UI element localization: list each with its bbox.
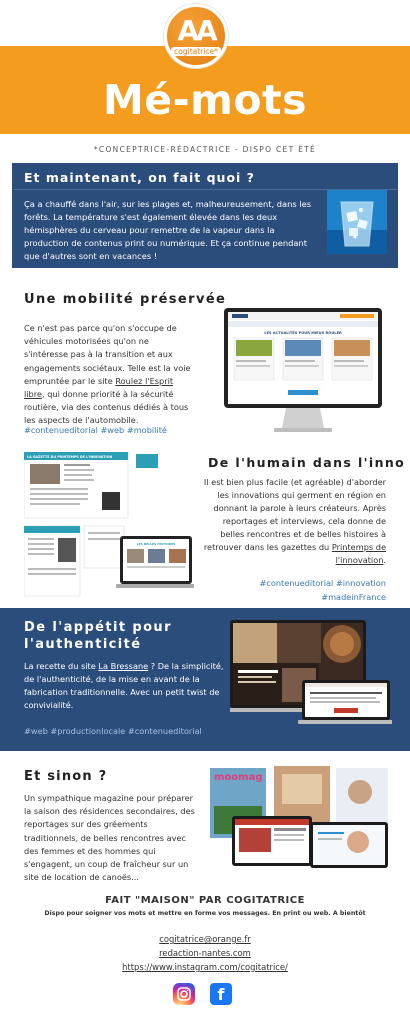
logo-tag: cogitatrice* (171, 47, 221, 56)
mobility-text-start: Ce n'est pas parce qu'on s'occupe de véhicules motorisées qu'on ne s'intéresse pas à la transition et aux engagements sociétaux. Telle est la voie empruntée par le site (24, 323, 191, 386)
authenticity-title-line1: De l'appétit pour (24, 620, 172, 635)
instagram-icon[interactable] (173, 983, 195, 1005)
roulez-esprit-libre-link[interactable]: Roulez l'Esprit libre (24, 375, 174, 400)
email-link[interactable]: cogitatrice@orange.fr (159, 934, 251, 944)
authenticity-text-start: La recette du site (24, 661, 99, 671)
printemps-innovation-link[interactable]: Printemps de l'innovation (331, 542, 386, 565)
innovation-text-end: . (383, 555, 386, 565)
mobility-tags: #contenueditorial #web #mobilité (24, 425, 167, 435)
imac-screenshot-image (220, 306, 386, 436)
misc-title: Et sinon ? (24, 769, 108, 784)
innovation-title: De l'humain dans l'inno (208, 455, 406, 470)
instagram-glyph-icon (173, 983, 195, 1005)
gazette-heading: LA GAZETTE DU PRINTEMPS DE L'INNOVATION (27, 454, 113, 459)
ice-glass-image (327, 190, 387, 254)
footer-subtitle: Dispo pour soigner vos mots et mettre en forme vos messages. En print ou web. A bientôt (44, 910, 366, 917)
authenticity-tags: #web #productionlocale #contenueditorial (24, 726, 202, 736)
gazette-screenshot-image (24, 452, 194, 598)
newsletter-title: Mé-mots (102, 76, 307, 124)
gazette-screen-heading: LES BELLES HISTOIRES (136, 542, 176, 546)
innovation-text-start: Il est bien plus facile (et agréable) d'aborder les innovations qui germent en région en donnant la parole à leurs créateurs. Après reportages et interviews, cela donne de belles rencontres et de belles histoires à retrouver dans les gazettes du (203, 477, 386, 552)
innovation-tags: #contenueditorial #innovation (259, 578, 386, 588)
screen-heading: LES ACTUALITÉS POUR MIEUX ROULER (264, 331, 342, 335)
intro-text: Ça a chauffé dans l'air, sur les plages et, malheureusement, dans les forêts. La température s'est également élevée dans les deux hémisphères du cerveau pour remettre de la vapeur dans la production de contenus print ou numérique. Et ça continue pendant que d'autres sont en vacances ! (24, 199, 312, 261)
facebook-icon[interactable]: f (210, 983, 232, 1005)
mobility-text (24, 322, 194, 428)
cogitatrice-logo[interactable] (164, 4, 228, 68)
magazine-collage-image (210, 766, 390, 870)
magazine-name: moomag (214, 772, 263, 783)
newsletter-subtitle: *CONCEPTRICE-RÉDACTRICE - DISPO CET ÉTÉ (93, 145, 317, 154)
innovation-tags-line2: #madeinFrance (321, 592, 386, 602)
innovation-text (200, 476, 386, 567)
logo-letters: AA (177, 13, 215, 47)
authenticity-text (24, 660, 226, 712)
authenticity-title-line2: l'authenticité (24, 637, 142, 652)
website-link[interactable]: redaction-nantes.com (159, 948, 251, 958)
authenticity-text-end: ? De la simplicité, de l'authenticité, de la mise en avant de la fabrication traditionnelle. Avec un petit twist de convivialité. (24, 661, 224, 710)
la-bressane-link[interactable]: La Bressane (98, 661, 149, 671)
mobility-text-end: , qui donne priorité à la sécurité routière, via des contenus dédiés à tous les aspects de l'automobile. (24, 389, 189, 426)
footer-title: FAIT "MAISON" PAR COGITATRICE (105, 895, 305, 906)
intro-title: Et maintenant, on fait quoi ? (24, 170, 255, 185)
mobility-title: Une mobilité préservée (24, 292, 227, 307)
misc-text: Un sympathique magazine pour préparer la saison des résidences secondaires, des reportages sur des gréements traditionnels, de belles rencontres avec des femmes et des hommes qui s'engagent, un coup de fraîcheur sur un site de location de canoës... (24, 793, 195, 883)
instagram-link[interactable]: https://www.instagram.com/cogitatrice/ (122, 962, 288, 972)
bressane-screenshot-image (230, 620, 392, 724)
